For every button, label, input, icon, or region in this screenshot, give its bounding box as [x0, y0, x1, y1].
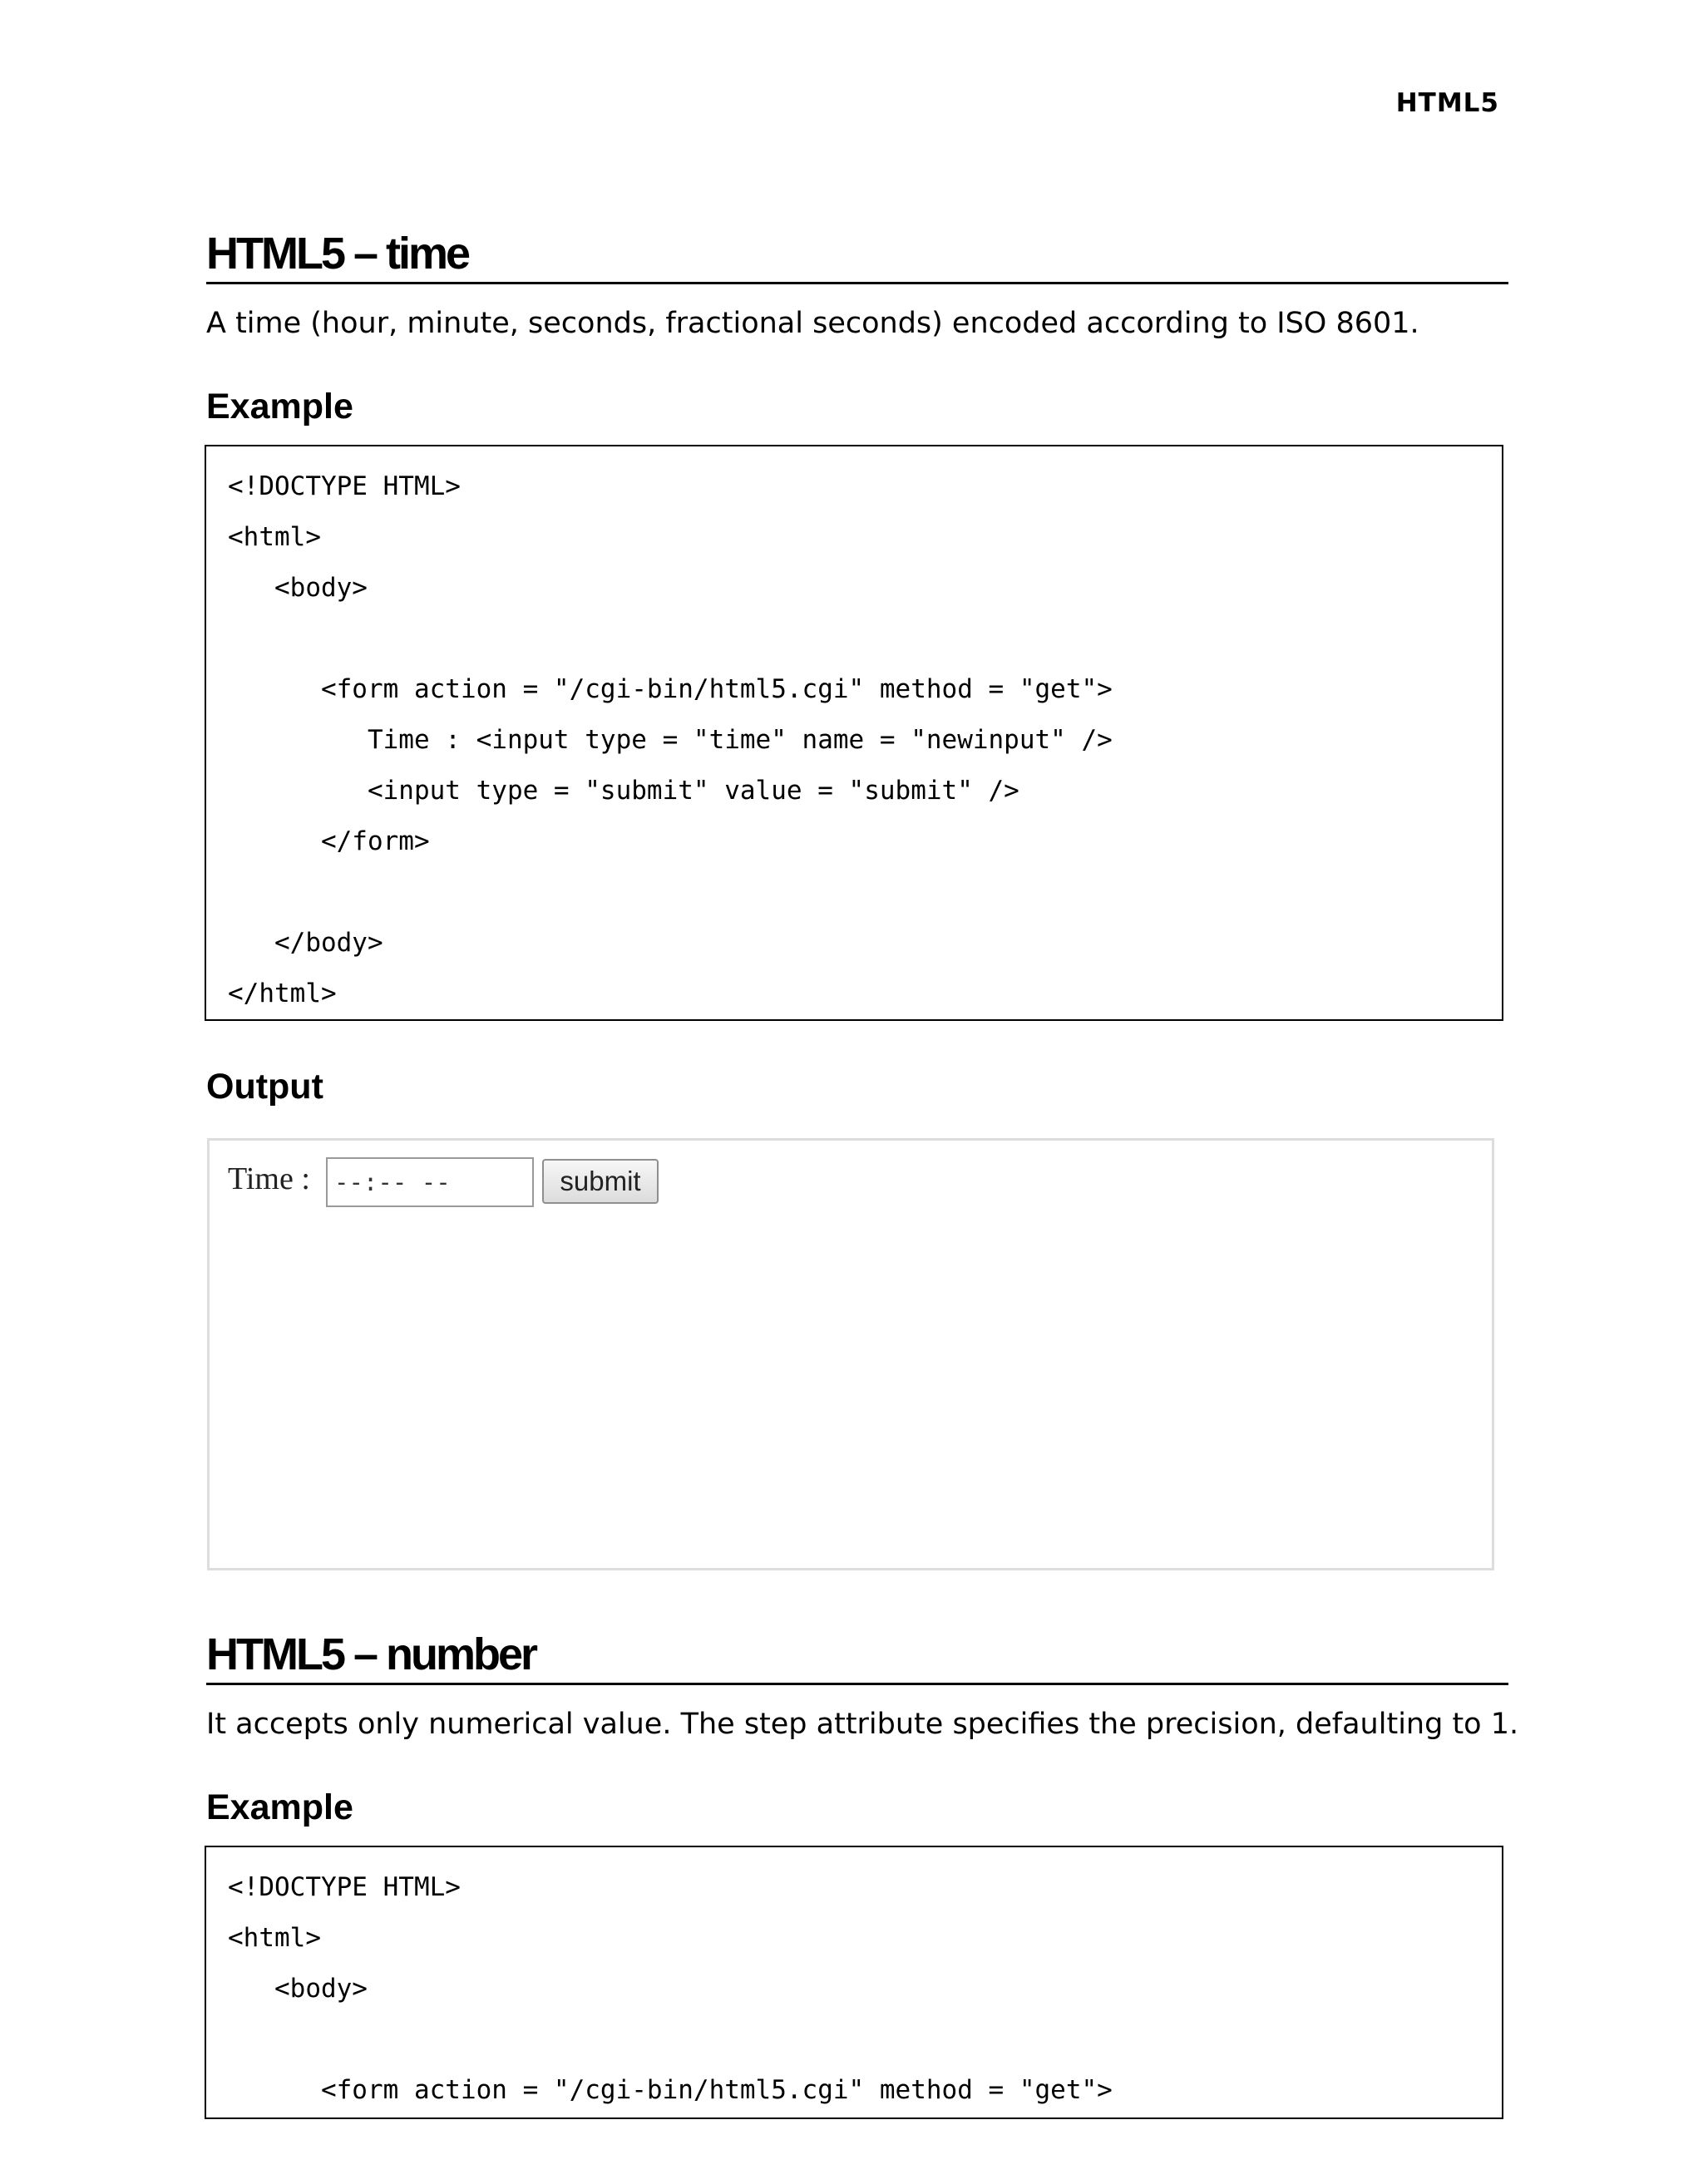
code-line: <html> — [228, 522, 321, 552]
output-preview — [207, 1138, 1494, 1570]
section-title-time: HTML5 – time — [206, 227, 1508, 284]
code-line: <html> — [228, 1923, 321, 1953]
code-line — [228, 614, 1502, 664]
code-line: <form action = "/cgi-bin/html5.cgi" method = "get"> — [228, 674, 1113, 704]
section-title-number: HTML5 – number — [206, 1628, 1508, 1685]
output-heading-time: Output — [206, 1067, 323, 1107]
code-line: <body> — [228, 1974, 368, 2004]
code-line: </body> — [228, 928, 383, 958]
running-header: HTML5 — [1395, 88, 1499, 118]
code-line — [228, 867, 1502, 918]
time-label: Time : — [228, 1161, 310, 1196]
code-block-time — [205, 445, 1503, 1021]
code-line: <form action = "/cgi-bin/html5.cgi" method = "get"> — [228, 2075, 1113, 2105]
example-heading-time: Example — [206, 387, 353, 426]
section-description-number: It accepts only numerical value. The step attribute specifies the precision, defaulting to 1. — [206, 1708, 1519, 1741]
time-input[interactable]: --:-- -- — [326, 1157, 534, 1207]
code-line: <!DOCTYPE HTML> — [228, 1872, 461, 1902]
submit-button[interactable]: submit — [542, 1159, 659, 1204]
code-line: <!DOCTYPE HTML> — [228, 471, 461, 501]
code-line — [228, 2014, 1502, 2065]
example-heading-number: Example — [206, 1787, 353, 1827]
code-line: <body> — [228, 573, 368, 603]
code-block-number — [205, 1846, 1503, 2119]
code-line: Time : <input type = "time" name = "newinput" /> — [228, 725, 1113, 755]
section-description-time: A time (hour, minute, seconds, fractional seconds) encoded according to ISO 8601. — [206, 307, 1419, 340]
code-line: <input type = "submit" value = "submit" /> — [228, 776, 1019, 806]
code-line: </html> — [228, 979, 337, 1008]
code-line: </form> — [228, 826, 430, 856]
